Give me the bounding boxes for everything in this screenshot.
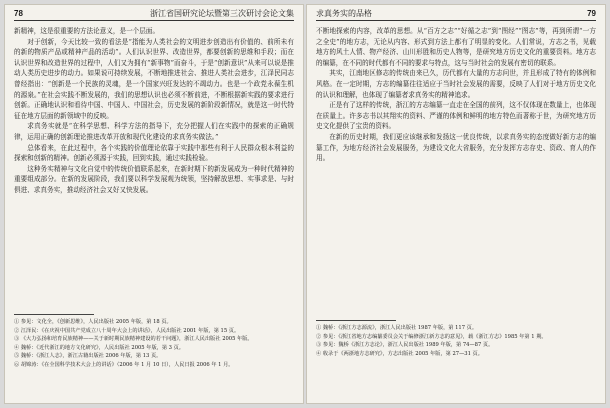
footnote: ④ 魏桥：《近代浙江的地方文化研究》，人民出版社 2005 年版，第 3 页。 [14, 344, 184, 351]
footnote: ③ 《大力弘扬和培育民族精神——关于新时期民族精神建设的若干问题》，浙江人民出版社 2005 年版。 [14, 336, 253, 343]
right-paragraph: 其实，江南地区修志的传统由来已久，历代都有大量的方志问世，并且形成了特有的体例和风格。在一定时期，方志的编纂往往适应于当时社会发展的需要，反映了人们对于地方历史文化的认识和理解，也体现了编纂者求真务实的精神追求。 [316, 69, 596, 99]
left-footnote-rule [14, 314, 94, 315]
left-page-body [14, 26, 294, 196]
left-footnotes [14, 318, 294, 370]
footnote: ① 参见：文化全，《创新思维》，人民出版社 2005 年版，第 18 页。 [14, 319, 172, 325]
footnote: ② 参见：《浙江省地方志编纂委员会关于编修浙江新方志的意见》，载《浙江方志》1985 年第 1 期。 [316, 333, 547, 340]
left-running-header [14, 8, 294, 21]
footnote: ② 江泽民：《在庆祝中国共产党成立八十周年大会上的讲话》，人民出版社 2001 年版，第 15 页。 [14, 327, 240, 334]
right-footnotes [316, 324, 596, 358]
book-spread [4, 4, 606, 404]
left-paragraph: 求真务实就是“在科学思想、科学方法的指导下，充分把握人们在实践中的探索的正确规律，运用正确的创新理论推进改革开放和现代化建设的求真务实做法。” [14, 122, 294, 141]
left-paragraph: 新精神，这是很重要的方法论意义，是一个层面。 [14, 27, 160, 35]
right-running-header [316, 8, 596, 21]
footnote: ⑤ 魏桥：《浙江人志》，浙江古籍出版社 2006 年版，第 13 页。 [14, 353, 162, 360]
right-footnote-rule [316, 320, 396, 321]
right-page-body [316, 26, 596, 164]
right-paragraph: 不断地探索的内容，改革的思想。从“百方之志”“好循之志”到“图经”“图志”等，再到所谓“一方之全史”的地方志，无论从内容、形式到方法上都有了明显的变化。人们常说，方志之书，见载地方的风土人情、物产经济、山川形胜和历史人物等，是研究地方历史文化的重要资料。地方志的编纂，在不同的时代都有不同的要求与特点，这与当时社会的发展有密切的联系。 [316, 27, 596, 67]
left-running-head-title: 浙江省国研究论坛暨第三次研讨会论文集 [150, 9, 294, 18]
right-paragraph: 在新的历史时期，我们更应该继承和发扬这一优良传统，以求真务实的态度做好新方志的编纂工作，为地方经济社会发展服务，为建设文化大省服务，充分发挥方志存史、资政、育人的作用。 [316, 132, 596, 163]
left-paragraph: 总体看来，在此过程中，各个实践的价值理论依靠于实践中那些有利于人民群众根本利益的探索和创新的精神。创新必须源于实践，回到实践，通过实践检验。 [14, 143, 294, 163]
footnote: ① 魏桥：《浙江方志源流》，浙江人民出版社 1987 年版，第 117 页。 [316, 325, 478, 331]
right-page [306, 4, 606, 404]
footnote: ⑥ 胡锦涛：《在全国科学技术大会上的讲话》（2006 年 1 月 10 日），人民日报 2006 年 1 月。 [14, 361, 234, 368]
left-paragraph: 这种务实精神与文化自觉中的传统价值联系起来，在新时期下的新发展成为一种时代精神的重要组成部分。在新的发展阶段，我们要以科学发展观为统领，坚持解放思想、实事求是、与时俱进、求真务实，推动经济社会又好又快发展。 [14, 164, 294, 194]
right-paragraph: 正是有了这样的传统，浙江的方志编纂一直走在全国的前列，这不仅体现在数量上，也体现在质量上。许多志书以其翔实的资料、严谨的体例和鲜明的地方特色而著称于世，为研究地方历史文化提供了宝贵的资料。 [316, 101, 596, 131]
left-paragraph: 对于创新，今天比较一致的看法是“指能为人类社会的文明进步创造出有价值的、前所未有的新的物质产品或精神产品的活动”。人们认识世界、改造世界，都要创新的思维和手段；而在认识世界和改造世界的过程中，人们又为拥有“新事物”而奋斗，于是“创新意识”从来可以说是推动人类历史进步的动力。如果说可持续发展，不断地推进社会、推进人类社会进步，江泽民同志曾经指出：“创新是一个民族的灵魂，是一个国家兴旺发达的不竭动力。也是一个政党永葆生机的源泉。”在社会实践不断发展的，我们的思想认识也必须不断前进，不断根据新实践的要求进行创新。正确地认识和看待中国、中国人、中国社会，历史发展的新阶段新情况，就是这一时代特征在地方层面的新领域中的反映。 [14, 37, 294, 120]
footnote: ③ 参见：魏桥《浙江方志论》，浙江人民出版社 1989 年版，第 74—87 页。 [316, 342, 494, 349]
left-page [4, 4, 304, 404]
right-page-number: 79 [587, 9, 596, 18]
left-page-number: 78 [14, 9, 23, 18]
right-running-head-title: 求真务实的品格 [316, 9, 372, 18]
footnote: ④ 收录于《两浙地方志研究》，方志出版社 2005 年版，第 27—31 页。 [316, 350, 483, 357]
